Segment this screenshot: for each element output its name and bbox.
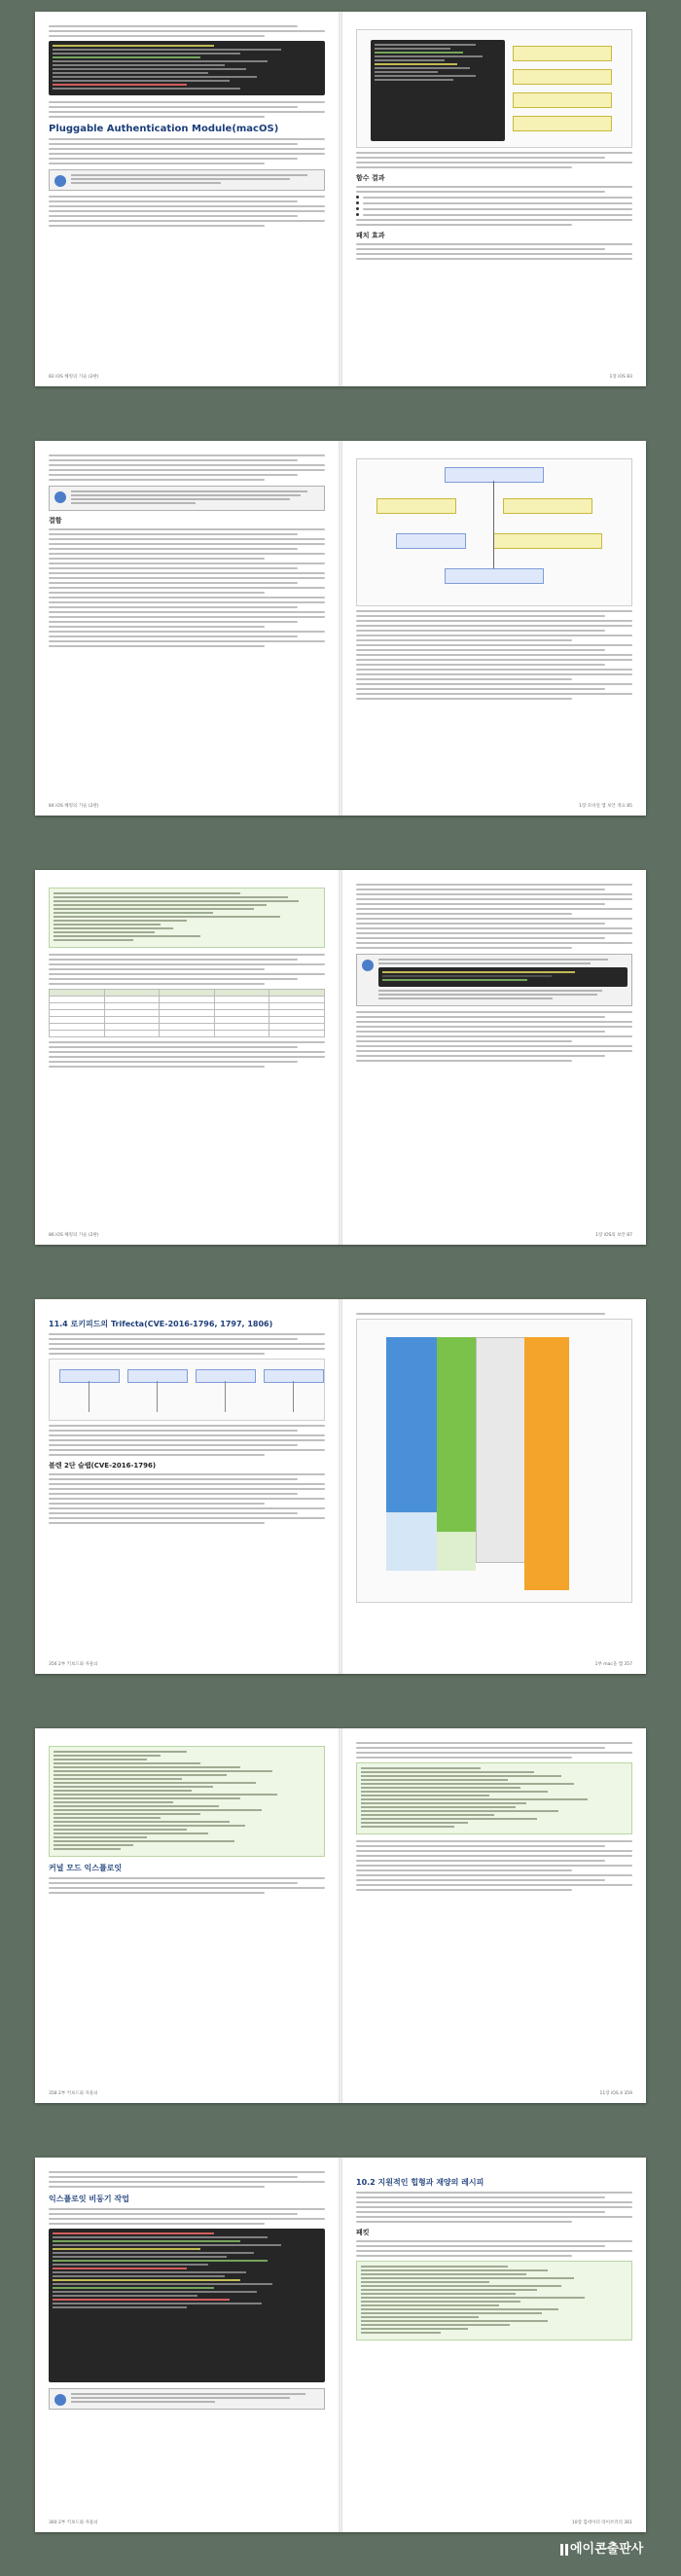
book-page-82 (35, 12, 339, 386)
code-listing (49, 888, 325, 948)
book-page-85 (342, 441, 646, 816)
book-page-359 (342, 1728, 646, 2103)
code-block (49, 41, 325, 95)
subsection-heading: 패치 효과 (356, 232, 385, 239)
book-spread-6 (35, 2158, 646, 2532)
info-icon (54, 2394, 66, 2406)
page-footer: 11장 iOS 4 359 (599, 2091, 632, 2096)
book-page-83 (342, 12, 646, 386)
code-listing (356, 2261, 632, 2340)
page-footer: 86 iOS 해킹의 기술 (2판) (49, 1233, 99, 1238)
note-box (49, 169, 325, 191)
code-listing (356, 1762, 632, 1834)
book-page-358 (35, 1728, 339, 2103)
page-footer: 1장 iOS 83 (609, 375, 632, 380)
info-icon (362, 960, 374, 971)
info-icon (54, 175, 66, 187)
page-footer: 1장 모바일 앱 보안 개요 85 (579, 804, 632, 809)
section-heading: 커널 모드 익스플로잇 (49, 1864, 123, 1872)
page-footer: 356 2부 키보드와 자물쇠 (49, 1662, 98, 1667)
info-icon (54, 491, 66, 503)
page-footer: 10장 힙데이터 라이브러리 361 (571, 2521, 632, 2525)
publisher-logo (560, 2538, 643, 2557)
book-spread-5 (35, 1728, 646, 2103)
book-page-356 (35, 1299, 339, 1674)
page-footer: 360 2부 키보드와 자물쇠 (49, 2521, 98, 2525)
subsection-heading: 블렌 2단 슬랩(CVE-2016-1796) (49, 1462, 157, 1469)
page-footer: 358 2부 키보드와 자물쇠 (49, 2091, 98, 2096)
book-spread-4 (35, 1299, 646, 1674)
section-heading: 10.2 지원적인 힙형과 재양의 레시피 (356, 2178, 484, 2187)
book-page-87 (342, 870, 646, 1245)
publisher-name: 에이콘출판사 (570, 2542, 644, 2557)
subsection-heading: 패킷 (356, 2229, 370, 2236)
figure (356, 29, 632, 148)
section-heading: 11.4 로키피드의 Trifecta(CVE-2016-1796, 1797, 1806) (49, 1320, 273, 1328)
book-page-86 (35, 870, 339, 1245)
page-footer: 84 iOS 해킹의 기술 (2판) (49, 804, 99, 809)
figure (356, 458, 632, 606)
book-page-84 (35, 441, 339, 816)
book-spread-1 (35, 12, 646, 386)
page-footer: 1장 iOS의 보안 87 (595, 1233, 632, 1238)
book-spread-2 (35, 441, 646, 816)
section-heading: Pluggable Authentication Module(macOS) (49, 124, 279, 134)
figure (356, 1319, 632, 1603)
section-heading: 익스플로잇 비동기 작업 (49, 2195, 129, 2203)
book-page-360 (35, 2158, 339, 2532)
note-box (356, 954, 632, 1006)
note-box (49, 486, 325, 511)
page-footer: 82 iOS 해킹의 기술 (2판) (49, 375, 99, 380)
code-listing (49, 1746, 325, 1857)
book-spread-3 (35, 870, 646, 1245)
subsection-heading: 함수 결과 (356, 174, 385, 182)
code-block (49, 2229, 325, 2382)
figure (49, 1359, 325, 1421)
page-footer: 1부 mac을 앱 357 (594, 1662, 632, 1667)
book-page-361 (342, 2158, 646, 2532)
subsection-heading: 결함 (49, 517, 62, 525)
book-page-357 (342, 1299, 646, 1674)
note-box (49, 2388, 325, 2410)
data-table (49, 989, 325, 1037)
